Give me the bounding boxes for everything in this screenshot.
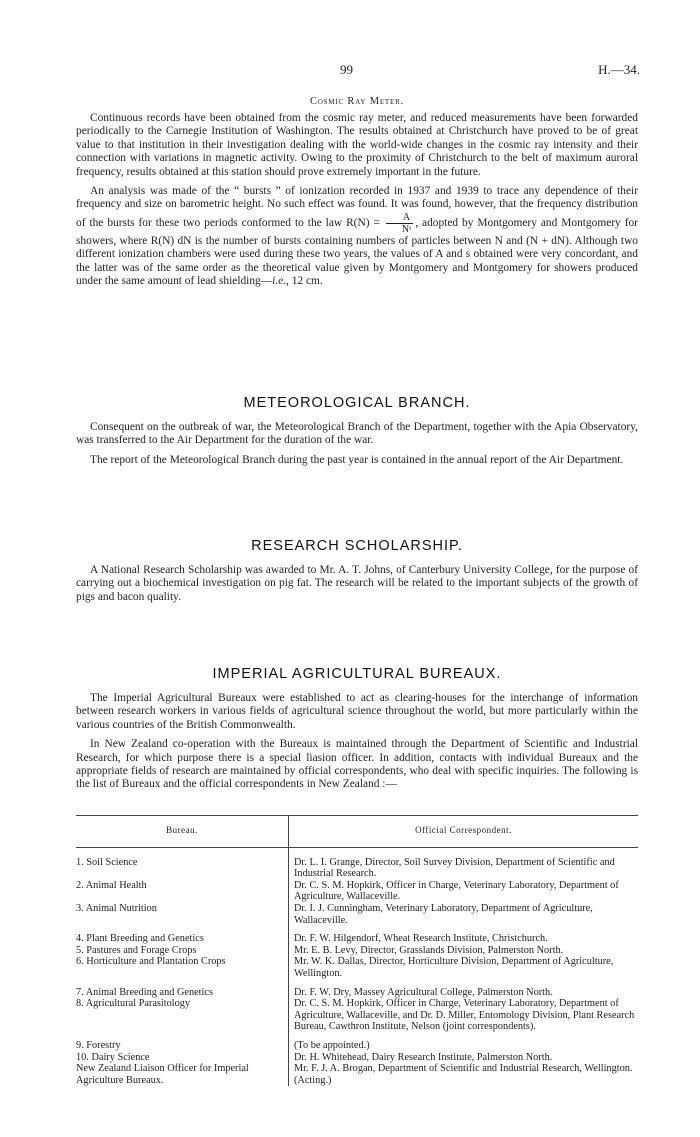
table-row [76, 926, 638, 945]
table-row [76, 956, 638, 979]
cosmic-ray-paragraph-2 [76, 185, 638, 288]
bureau-cell: 9. Forestry [76, 1033, 289, 1052]
formula-fraction [386, 212, 413, 235]
cosmic-ray-section [76, 96, 638, 294]
bureaux-table [76, 815, 638, 1086]
cosmic-ray-ie: i.e., [272, 275, 289, 288]
cosmic-ray-paragraph-2-part-c: 12 cm. [288, 275, 323, 288]
table-row [76, 880, 638, 903]
correspondent-cell: Mr. F. J. A. Brogan, Department of Scientific and Industrial Research, Wellington. (Acting.) [294, 1063, 633, 1086]
table-row [76, 980, 638, 999]
bureau-cell: 7. Animal Breeding and Genetics [76, 980, 289, 999]
bureau-cell: New Zealand Liaison Officer for Imperial Agriculture Bureaux. [76, 1063, 289, 1086]
table-row [76, 1052, 638, 1064]
table-row [76, 1033, 638, 1052]
bureau-cell: 8. Agricultural Parasitology [76, 998, 289, 1033]
bureau-cell: 10. Dairy Science [76, 1052, 289, 1064]
correspondent-cell: Dr. I. J. Cunningham, Veterinary Laboratory, Department of Agriculture, Wallaceville. [294, 902, 593, 926]
bureau-cell: 6. Horticulture and Plantation Crops [76, 956, 289, 979]
meteorological-section [76, 395, 638, 473]
correspondent-cell: Mr. E. B. Levy, Director, Grasslands Division, Palmerston North. [294, 944, 564, 956]
correspondent-cell: Mr. W. K. Dallas, Director, Horticulture Division, Department of Agriculture, Wellington. [294, 956, 614, 979]
table-header-row [76, 816, 638, 848]
bureau-cell: 5. Pastures and Forage Crops [76, 945, 289, 957]
imperial-paragraph-2: In New Zealand co-operation with the Bureaux is maintained through the Department of Scientific and Industrial Research, for which purpose there is a special liasion officer. In addition, contacts with individual Bureaux and the appropriate fields of research are maintained by official correspondents, who deal with specific inquiries. The following is the list of Bureaux and the official correspondents in New Zealand :— [76, 738, 638, 791]
correspondent-cell: Dr. C. S. M. Hopkirk, Officer in Charge, Veterinary Laboratory, Department of Agriculture, Wallaceville. [294, 879, 619, 903]
table-row [76, 945, 638, 957]
meteorological-heading: METEOROLOGICAL BRANCH. [243, 395, 471, 411]
research-paragraph-1: A National Research Scholarship was awarded to Mr. A. T. Johns, of Canterbury University College, for the purpose of carrying out a biochemical investigation on pig fat. The research will be related to the important subjects of the growth of pigs and bacon quality. [76, 564, 638, 603]
table-row [76, 847, 638, 880]
table-row [76, 998, 638, 1033]
imperial-section [76, 666, 638, 798]
bureau-cell: 2. Animal Health [76, 880, 289, 903]
table-row [76, 1063, 638, 1086]
bureaux-table-wrapper [76, 815, 638, 1086]
page-reference: H.—34. [598, 62, 640, 77]
correspondent-cell: Dr. F. W. Hilgendorf, Wheat Research Institute, Christchurch. [294, 933, 548, 945]
cosmic-ray-title: Cosmic Ray Meter. [310, 96, 404, 107]
formula-denominator: Nˢ [401, 223, 412, 235]
bureau-cell: 3. Animal Nutrition [76, 903, 289, 926]
imperial-paragraph-1: The Imperial Agricultural Bureaux were established to act as clearing-houses for the interchange of information between research workers in various fields of agricultural science throughout the world, but more particularly within the various countries of the British Commonwealth. [76, 692, 638, 731]
correspondent-cell: Dr. H. Whitehead, Dairy Research Institute, Palmerston North. [294, 1051, 553, 1063]
formula-numerator: A [386, 212, 413, 224]
cosmic-ray-paragraph-2-part-a: An analysis was made of the “ bursts ” of ionization recorded in 1937 and 1939 to trace any dependence of their frequency and size on barometric height. No such effect was found. It was found, however, that the frequency distribution of the bursts for these two periods conformed to the law R(N) = [76, 185, 638, 229]
correspondent-cell: Dr. F. W. Dry, Massey Agricultural College, Palmerston North. [294, 986, 553, 998]
bureau-cell: 4. Plant Breeding and Genetics [76, 926, 289, 945]
column-header-bureau: Bureau. [76, 816, 289, 848]
page-header [0, 62, 700, 78]
correspondent-cell: Dr. C. S. M. Hopkirk, Officer in Charge, Veterinary Laboratory, Department of Agriculture, Wallaceville, and Dr. D. Miller, Entomology Division, Plant Research Bureau, Cawthron Institute, Nelson (joint correspondents). [294, 998, 635, 1033]
correspondent-cell: (To be appointed.) [294, 1039, 370, 1051]
table-row [76, 903, 638, 926]
meteorological-paragraph-1: Consequent on the outbreak of war, the Meteorological Branch of the Department, together with the Apia Observatory, was transferred to the Air Department for the duration of the war. [76, 421, 638, 447]
research-section [76, 538, 638, 610]
cosmic-ray-paragraph-2-part-b: , adopted by Montgomery and Montgomery for showers, where R(N) dN is the number of bursts containing numbers of particles between N and (N + dN). Although two different ionization chambers were used during these two years, the values of A and s obtained were very concordant, and the latter was of the same order as the theoretical value given by Montgomery and Montgomery for showers produced under the same amount of lead shielding— [76, 216, 638, 288]
imperial-heading: IMPERIAL AGRICULTURAL BUREAUX. [212, 666, 502, 682]
cosmic-ray-paragraph-1: Continuous records have been obtained from the cosmic ray meter, and reduced measurements have been forwarded periodically to the Carnegie Institution of Washington. The results obtained at Christchurch have proved to be of great value to that institution in their investigation dealing with the world-wide changes in the cosmic ray intensity and their connection with variations in magnetic activity. Owing to the proximity of Christchurch to the belt of maximum auroral frequency, results obtained at this station should prove extremely important in the future. [76, 112, 638, 178]
page-number: 99 [340, 62, 353, 77]
column-header-correspondent: Official Correspondent. [289, 816, 639, 848]
bureau-cell: 1. Soil Science [76, 847, 289, 880]
research-heading: RESEARCH SCHOLARSHIP. [251, 538, 463, 554]
meteorological-paragraph-2: The report of the Meteorological Branch during the past year is contained in the annual report of the Air Department. [90, 453, 624, 466]
correspondent-cell: Dr. L. I. Grange, Director, Soil Survey Division, Department of Scientific and Industrial Research. [294, 856, 615, 880]
